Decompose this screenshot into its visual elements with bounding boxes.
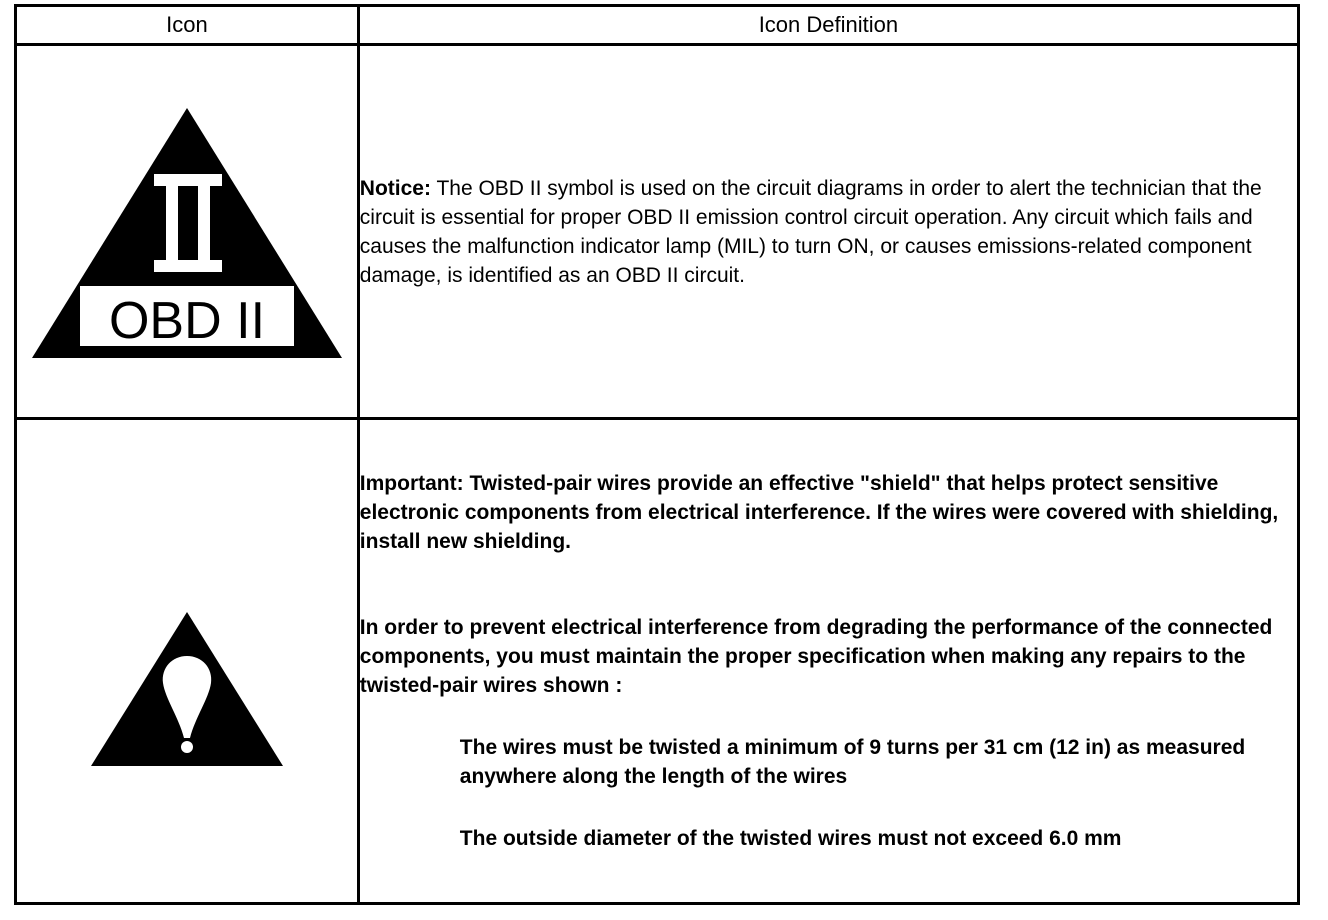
list-item: The wires must be twisted a minimum of 9 turns per 31 cm (12 in) as measured anywhere along the length of the wires xyxy=(459,736,1246,788)
instruction-paragraph: In order to prevent electrical interference from degrading the performance of the connected components, you must maintain the proper specification when making any repairs to the twisted-pair wires shown : xyxy=(359,616,1273,697)
obd-ii-icon xyxy=(30,104,344,360)
table-row xyxy=(16,45,1299,419)
icon-definition-table xyxy=(14,4,1300,905)
important-block xyxy=(360,469,1297,853)
table-header-row xyxy=(16,6,1299,45)
specification-list xyxy=(360,733,1297,853)
definition-cell xyxy=(358,45,1298,419)
notice-text: The OBD II symbol is used on the circuit diagrams in order to alert the technician that the circuit is essential for proper OBD II emission control circuit operation. Any circuit which fails and causes the malfunction indicator lamp (MIL) to turn ON, or causes emissions-related component damage, is identified as an OBD II circuit. xyxy=(359,176,1262,287)
list-item: The outside diameter of the twisted wires must not exceed 6.0 mm xyxy=(459,827,1122,850)
definition-cell xyxy=(358,419,1298,904)
notice-paragraph xyxy=(360,174,1297,290)
header-icon: Icon xyxy=(16,6,359,45)
important-warning-icon xyxy=(89,610,285,768)
icon-cell xyxy=(16,419,359,904)
header-icon-definition: Icon Definition xyxy=(358,6,1298,45)
table-row xyxy=(16,419,1299,904)
notice-label: Notice: xyxy=(359,176,431,200)
important-paragraph: Important: Twisted-pair wires provide an effective "shield" that helps protect sensitive electronic components from electrical interference. If the wires were covered with shielding, install new shielding. xyxy=(359,472,1279,553)
icon-cell xyxy=(16,45,359,419)
obd-ii-icon-label: OBD II xyxy=(108,291,265,350)
